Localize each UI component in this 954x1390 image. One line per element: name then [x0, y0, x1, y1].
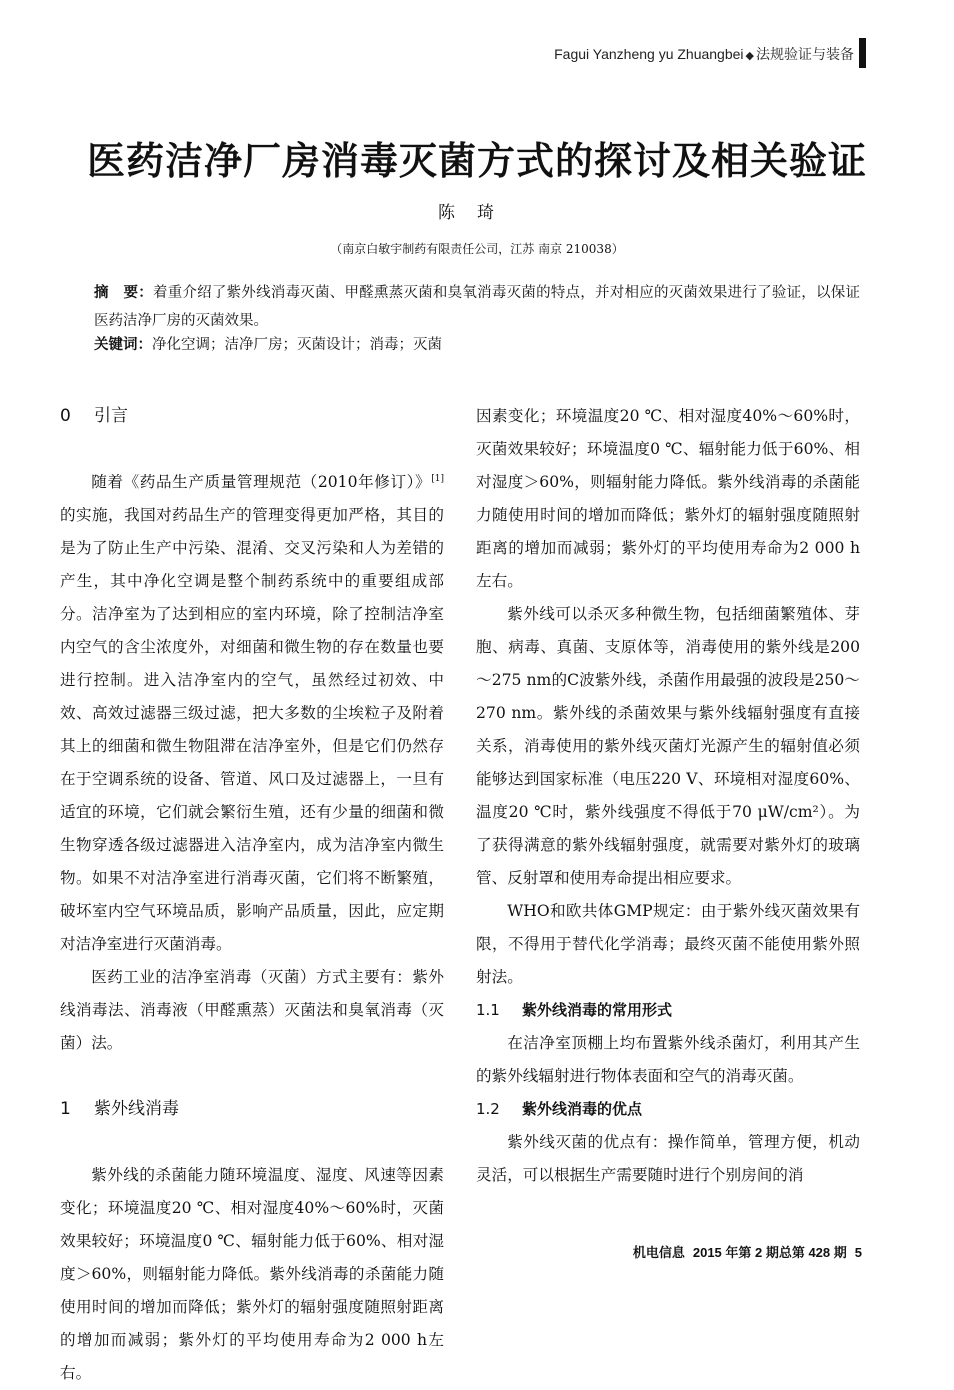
- header-bar: [859, 38, 866, 68]
- paragraph: 在洁净室顶棚上均布置紫外线杀菌灯，利用其产生的紫外线辐射进行物体表面和空气的消毒灭菌。: [476, 1034, 860, 1085]
- paragraph: 医药工业的洁净室消毒（灭菌）方式主要有：紫外线消毒法、消毒液（甲醛熏蒸）灭菌法和臭氧消毒（灭菌）法。: [60, 968, 444, 1052]
- abstract-text: 着重介绍了紫外线消毒灭菌、甲醛熏蒸灭菌和臭氧消毒灭菌的特点，并对相应的灭菌效果进行了验证，以保证医药洁净厂房的灭菌效果。: [94, 285, 861, 329]
- footer-issue: 2015 年第 2 期总第 428 期: [692, 1245, 847, 1260]
- section-heading-0: 0 引言: [60, 406, 128, 426]
- running-header-pinyin: Fagui Yanzheng yu Zhuangbei: [554, 46, 744, 62]
- footer-journal: 机电信息: [632, 1245, 685, 1260]
- abstract: [94, 279, 860, 335]
- paragraph: WHO和欧共体GMP规定：由于紫外线灭菌效果有限，不得用于替代化学消毒；最终灭菌不能使用紫外照射法。: [476, 902, 860, 986]
- paragraph: 紫外线的杀菌能力随环境温度、湿度、风速等因素变化；环境温度20 ℃、相对湿度40%～60%时，灭菌效果较好；环境温度0 ℃、辐射能力低于60%、相对湿度＞60%，则辐射能力降低。紫外线消毒的杀菌能力随使用时间的增加而降低；紫外灯的辐射强度随照射距离的增加而减弱；紫外灯的平均使用寿命为2 000 h左右。: [60, 1166, 444, 1382]
- paragraph: 随着《药品生产质量管理规范（2010年修订）》[1]的实施，我国对药品生产的管理变得更加严格，其目的是为了防止生产中污染、混淆、交叉污染和人为差错的产生，其中净化空调是整个制药系统中的重要组成部分。洁净室为了达到相应的室内环境，除了控制洁净室内空气的含尘浓度外，对细菌和微生物的存在数量也要进行控制。进入洁净室内的空气，虽然经过初效、中效、高效过滤器三级过滤，把大多数的尘埃粒子及附着其上的细菌和微生物阻滞在洁净室外，但是它们仍然存在于空调系统的设备、管道、风口及过滤器上，一旦有适宜的环境，它们就会繁衍生殖，还有少量的细菌和微生物穿透各级过滤器进入洁净室内，成为洁净室内微生物。如果不对洁净室进行消毒灭菌，它们将不断繁殖，破坏室内空气环境品质，影响产品质量，因此，应定期对洁净室进行灭菌消毒。: [60, 473, 444, 953]
- diamond-icon: ◆: [745, 50, 754, 62]
- running-header: [554, 44, 854, 64]
- right-column: [476, 400, 860, 1192]
- paragraph: 因素变化；环境温度20 ℃、相对湿度40%～60%时，灭菌效果较好；环境温度0 ℃、辐射能力低于60%、相对湿度＞60%，则辐射能力降低。紫外线消毒的杀菌能力随使用时间的增加而降低；紫外灯的辐射强度随照射距离的增加而减弱；紫外灯的平均使用寿命为2 000 h左右。: [476, 407, 860, 590]
- keywords: [94, 333, 860, 357]
- article-title: 医药洁净厂房消毒灭菌方式的探讨及相关验证: [86, 138, 867, 183]
- section-heading-1-1: 1.1 紫外线消毒的常用形式: [476, 1001, 673, 1019]
- keywords-label: 关键词：: [94, 337, 152, 353]
- left-column: [60, 400, 444, 1382]
- running-header-column: 法规验证与装备: [756, 46, 854, 62]
- page-number: 5: [854, 1245, 862, 1260]
- author-name: 陈琦: [438, 203, 516, 223]
- abstract-label: 摘 要：: [94, 285, 153, 301]
- paragraph: 紫外线灭菌的优点有：操作简单，管理方便，机动灵活，可以根据生产需要随时进行个别房间的消: [476, 1133, 860, 1184]
- section-heading-1: 1 紫外线消毒: [60, 1099, 179, 1119]
- page-footer: [625, 1242, 862, 1261]
- keywords-text: 净化空调；洁净厂房；灭菌设计；消毒；灭菌: [152, 337, 442, 353]
- author-affiliation: （南京白敏宇制药有限责任公司，江苏 南京 210038）: [330, 242, 624, 256]
- section-heading-1-2: 1.2 紫外线消毒的优点: [476, 1100, 643, 1118]
- paragraph: 紫外线可以杀灭多种微生物，包括细菌繁殖体、芽胞、病毒、真菌、支原体等，消毒使用的紫外线是200～275 nm的C波紫外线，杀菌作用最强的波段是250～270 nm。紫外线的杀菌效果与紫外线辐射强度有直接关系，消毒使用的紫外线灭菌灯光源产生的辐射值必须能够达到国家标准（电压220 V、环境相对湿度60%、温度20 ℃时，紫外线强度不得低于70 μW/cm²）。为了获得满意的紫外线辐射强度，就需要对紫外灯的玻璃管、反射罩和使用寿命提出相应要求。: [476, 605, 860, 887]
- citation-ref: [1]: [431, 473, 444, 484]
